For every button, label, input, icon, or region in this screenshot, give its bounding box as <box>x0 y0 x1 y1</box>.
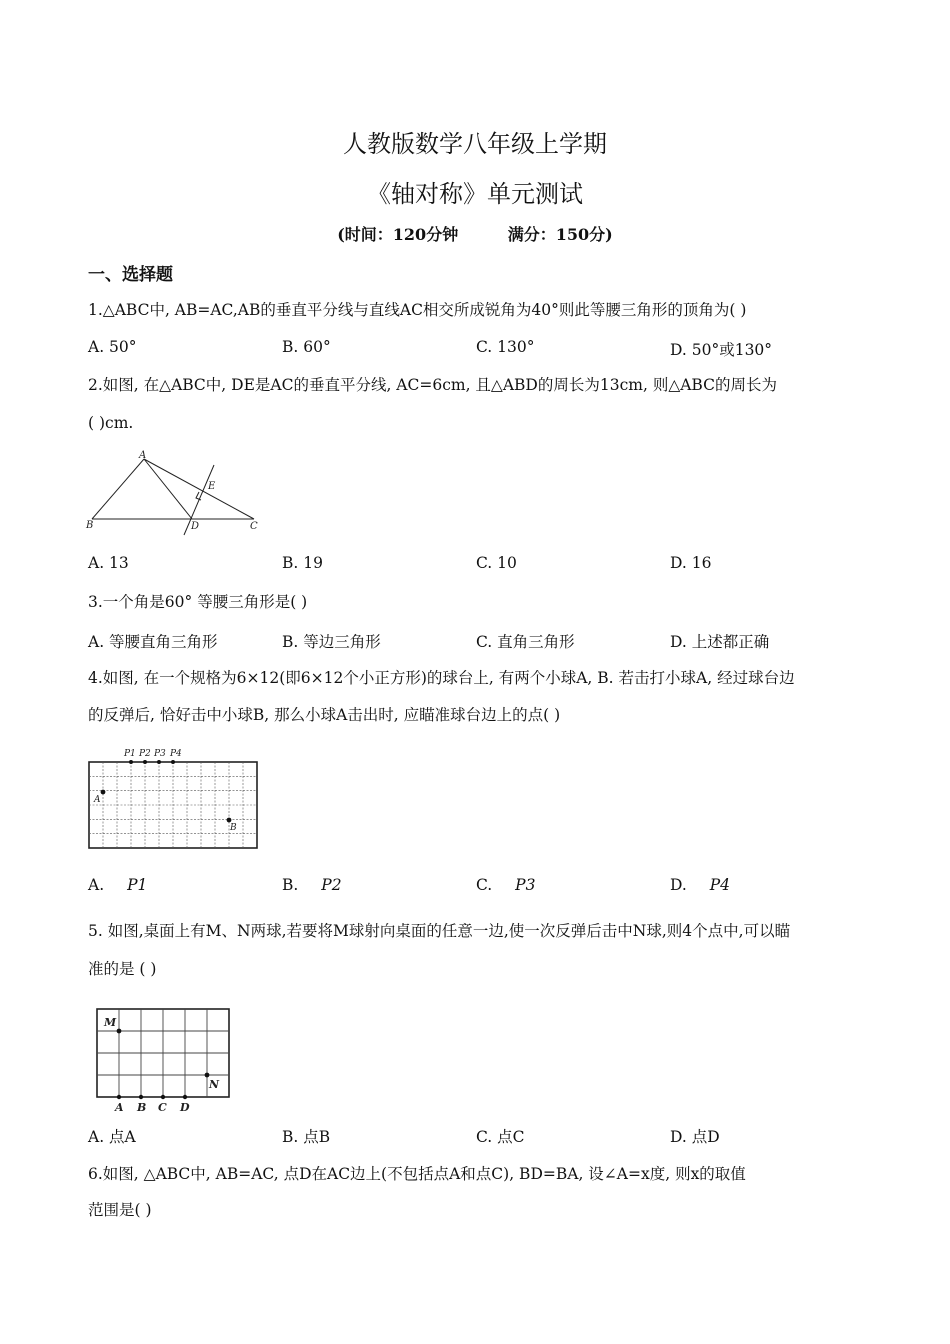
q4-label-p1: P1 <box>124 749 136 759</box>
q3-option-b: B. 等边三角形 <box>282 633 381 651</box>
q1-option-c: C. 130° <box>476 338 535 356</box>
q1-option-d: D. 50°或130° <box>670 341 773 359</box>
q4-label-a: A <box>94 795 101 805</box>
q3-option-a: A. 等腰直角三角形 <box>88 633 218 651</box>
q2-option-a: A. 13 <box>88 554 129 572</box>
section-heading: 一、选择题 <box>88 265 173 285</box>
q5-option-d: D. 点D <box>670 1128 720 1146</box>
q2-option-c: C. 10 <box>476 554 517 572</box>
q2-segment-ad <box>144 459 192 519</box>
q5-label-b: B <box>137 1101 147 1114</box>
q5-ball-m <box>117 1029 122 1034</box>
q5-option-a: A. 点A <box>88 1128 136 1146</box>
q4-option-a-letter: A. <box>88 876 105 894</box>
q2-label-c: C <box>250 521 258 532</box>
q4-ball-a <box>101 790 106 795</box>
q2-label-e: E <box>208 481 216 492</box>
q5-table-figure <box>92 1004 234 1116</box>
q4-label-p2: P2 <box>139 749 151 759</box>
q2-side-ac <box>144 459 254 519</box>
q5-label-c: C <box>158 1101 167 1114</box>
q4-point-p2 <box>143 760 147 764</box>
q2-option-b: B. 19 <box>282 554 323 572</box>
q5-option-c: C. 点C <box>476 1128 525 1146</box>
q5-point-a <box>117 1095 121 1099</box>
question-1: 1.△ABC中, AB=AC,AB的垂直平分线与直线AC相交所成锐角为40°则此等腰三角形的顶角为( ) <box>88 301 747 319</box>
q1-option-b: B. 60° <box>282 338 331 356</box>
q1-option-a: A. 50° <box>88 338 137 356</box>
q4-option-b-value: P2 <box>321 876 342 894</box>
q5-label-d: D <box>180 1101 190 1114</box>
q3-option-c: C. 直角三角形 <box>476 633 575 651</box>
q4-option-c-value: P3 <box>515 876 536 894</box>
q4-billiard-table <box>86 744 262 852</box>
question-2-line2: ( )cm. <box>88 414 134 432</box>
question-5-line1: 5. 如图,桌面上有M、N两球,若要将M球射向桌面的任意一边,使一次反弹后击中N球,则4个点中,可以瞄 <box>88 922 791 940</box>
q4-option-a-value: P1 <box>127 876 148 894</box>
q2-side-ab <box>92 459 144 519</box>
q4-option-b-letter: B. <box>282 876 299 894</box>
q3-option-d: D. 上述都正确 <box>670 633 770 651</box>
exam-info <box>0 222 950 245</box>
q4-ball-b <box>227 818 232 823</box>
exam-time: (时间：120分钟 <box>337 225 459 244</box>
question-5-line2: 准的是 ( ) <box>88 960 157 978</box>
q2-label-a: A <box>139 450 147 461</box>
q4-option-c-letter: C. <box>476 876 493 894</box>
q4-label-b: B <box>230 823 237 833</box>
q2-option-d: D. 16 <box>670 554 712 572</box>
q2-label-b: B <box>86 520 94 531</box>
q4-option-a <box>88 876 147 894</box>
q4-point-p3 <box>157 760 161 764</box>
q4-option-d <box>670 876 730 894</box>
title-line1: 人教版数学八年级上学期 <box>343 130 607 158</box>
q5-label-n: N <box>209 1078 220 1091</box>
q5-ball-n <box>205 1073 210 1078</box>
q5-label-a: A <box>115 1101 124 1114</box>
q2-label-d: D <box>191 521 200 532</box>
q5-point-c <box>161 1095 165 1099</box>
question-4-line2: 的反弹后, 恰好击中小球B, 那么小球A击出时, 应瞄准球台边上的点( ) <box>88 706 561 724</box>
q4-point-p1 <box>129 760 133 764</box>
q4-option-c <box>476 876 535 894</box>
q5-point-d <box>183 1095 187 1099</box>
q2-triangle-figure <box>84 447 264 539</box>
question-6-line2: 范围是( ) <box>88 1201 152 1219</box>
question-4-line1: 4.如图, 在一个规格为6×12(即6×12个小正方形)的球台上, 有两个小球A, B. 若击打小球A, 经过球台边 <box>88 669 795 687</box>
q5-point-b <box>139 1095 143 1099</box>
question-6-line1: 6.如图, △ABC中, AB=AC, 点D在AC边上(不包括点A和点C), BD=BA, 设∠A=x度, 则x的取值 <box>88 1165 746 1183</box>
q4-point-p4 <box>171 760 175 764</box>
q5-option-b: B. 点B <box>282 1128 331 1146</box>
q4-option-b <box>282 876 342 894</box>
q4-option-d-value: P4 <box>709 876 731 894</box>
q4-label-p4: P4 <box>170 749 182 759</box>
q5-label-m: M <box>104 1016 117 1029</box>
title-line2: 《轴对称》单元测试 <box>367 180 583 208</box>
question-2-line1: 2.如图, 在△ABC中, DE是AC的垂直平分线, AC=6cm, 且△ABD的周长为13cm, 则△ABC的周长为 <box>88 376 777 394</box>
q4-label-p3: P3 <box>154 749 166 759</box>
question-3: 3.一个角是60° 等腰三角形是( ) <box>88 593 308 611</box>
q4-option-d-letter: D. <box>670 876 687 894</box>
exam-score: 满分：150分) <box>507 225 613 244</box>
